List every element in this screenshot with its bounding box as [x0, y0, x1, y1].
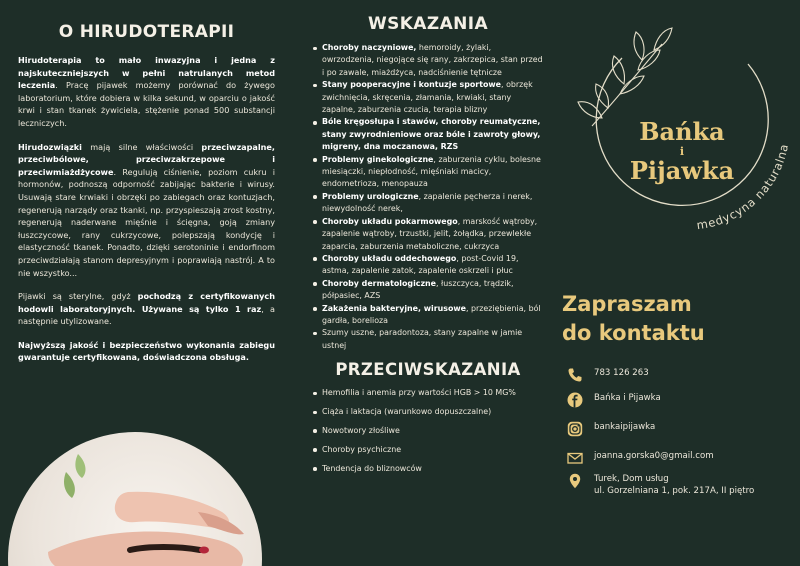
indication-item [312, 303, 544, 328]
indication-item-text: , marskość wątroby, zapalenie wątroby, trzustki, jelit, żołądka, przewlekłe zaparcia, zaburzenia metaboliczne, cukrzyca [322, 216, 538, 251]
indication-item [312, 154, 544, 191]
indication-item [312, 327, 544, 352]
about-paragraph-1 [18, 54, 275, 130]
brand-name [627, 119, 737, 184]
contact-title-line-1: Zapraszam [562, 292, 692, 316]
contraindication-item: Hemofilia i anemia przy wartości HGB > 10 MG% [312, 387, 544, 399]
indications-title: WSKAZANIA [367, 14, 489, 34]
about-p4-bold: Najwyższą jakość i bezpieczeństwo wykonania zabiegu gwarantuje certyfikowana, doświadczona obsługa. [18, 339, 275, 363]
contact-phone[interactable] [566, 366, 649, 384]
indication-item [312, 216, 544, 253]
indication-item-text: , zapalenie pęcherza i nerek, niewydolność nerek, [322, 191, 533, 214]
indication-item-bold: Choroby układu oddechowego [322, 253, 457, 263]
tagline-text: medycyna naturalna [695, 142, 792, 233]
facebook-name: Bańka i Pijawka [594, 393, 661, 403]
contact-title [562, 290, 792, 348]
phone-icon [566, 366, 584, 384]
indication-item [312, 116, 544, 153]
indication-item [312, 42, 544, 79]
indication-item [312, 278, 544, 303]
instagram-icon [566, 420, 584, 438]
instagram-handle: bankaipijawka [594, 422, 656, 432]
contact-facebook[interactable] [566, 391, 661, 409]
leech-on-hand-photo [8, 432, 262, 566]
about-p3-bold: pochodzą z certyfikowanych hodowli laboratoryjnych. Używane są tylko 1 raz [18, 291, 275, 314]
indications-list [312, 42, 544, 352]
brand-logo [562, 14, 794, 246]
middle-panel [300, 0, 550, 566]
brand-line-3: Pijawka [629, 156, 735, 185]
contact-email[interactable] [566, 449, 714, 467]
address-line-2: ul. Gorzelniana 1, pok. 217A, II piętro [594, 485, 755, 496]
left-panel [0, 0, 297, 566]
address-line-1: Turek, Dom usług [594, 474, 669, 484]
contraindication-item: Nowotwory złośliwe [312, 425, 544, 437]
contact-title-line-2: do kontaktu [562, 321, 705, 345]
blood-drop [199, 547, 209, 554]
about-p1-bold: Hirudoterapia to mało inwazyjna i jedna z najskuteczniejszych w pełni natrulanych metod leczenia [18, 55, 275, 91]
indication-item-text: , obrzęk zwichnięcia, skręcenia, złamania, krwiaki, stany zapalne, zaburzenia czucia, terapia blizny [322, 80, 533, 115]
indication-item-text: hemoroidy, żylaki, owrzodzenia, niegojące się rany, zakrzepica, stan przed i po zawale, miażdżyca, nadciśnienie tętnicze [322, 43, 543, 77]
leaf-icon [64, 472, 75, 498]
hand-illustration [8, 432, 262, 566]
brand-line-2: i [679, 145, 685, 158]
address-text [594, 472, 754, 497]
contraindications-title: PRZECIWSKAZANIA [335, 360, 521, 380]
indication-item-text: , łuszczyca, trądzik, półpasiec, AZS [322, 278, 514, 301]
indication-item [312, 79, 544, 116]
contact-address[interactable] [566, 472, 754, 497]
about-paragraph-2 [18, 141, 275, 280]
indication-item-text: , przeziębienia, ból gardła, borelioza [322, 303, 541, 325]
indication-item [312, 191, 544, 216]
brand-line-1: Bańka [639, 117, 725, 146]
contraindication-item: Choroby psychiczne [312, 444, 544, 456]
email-address: joanna.gorska0@gmail.com [594, 451, 714, 461]
location-pin-icon [566, 472, 584, 490]
indication-item-text: , zaburzenia cyklu, bolesne miesiączki, niepłodność, mięśniaki macicy, endometrioza, menopauza [322, 154, 541, 189]
contraindication-item: Tendencja do bliznowców [312, 463, 544, 475]
contact-instagram[interactable] [566, 420, 655, 438]
phone-number: 783 126 263 [594, 368, 649, 378]
indication-item-text: Szumy uszne, paradontoza, stany zapalne w jamie ustnej [322, 328, 523, 350]
about-p2-bold-1: Hirudozwiązki [18, 141, 82, 152]
facebook-icon [566, 391, 584, 409]
indication-item [312, 253, 544, 278]
leech [130, 547, 200, 550]
about-p3-text-2: , a następnie utylizowane. [18, 303, 275, 327]
about-paragraph-4 [18, 339, 275, 364]
indication-item-text: , post-Covid 19, astma, zapalenie zatok, zapalenie oskrzeli i płuc [322, 253, 519, 276]
about-p2-bold-2: przeciwzapalne, przeciwbólowe, przeciwzakrzepowe i przeciwmiażdżycowe [18, 141, 275, 177]
indication-item-bold: Choroby dermatologiczne [322, 278, 437, 288]
about-p2-text-2: . Regulują ciśnienie, poziom cukru i hormonów, podnoszą odporność zabijając bakterie i wirusy. Usuwają stare krwiaki i obrzęki po zabiegach oraz kontuzjach, regenerują narządy oraz tkanki, np. przyspieszają zrost kostny, regenerują naderwane mięśnie i ścięgna, goją zmiany łuszczycowe, rany cukrzycowe, polepszają kondycję i elastyczność tkanek. Ponadto, dzięki serotoninie i endorfinom przeciwdziałają stanom depresyjnym i poprawiają nastrój. A to nie wszystko... [18, 166, 275, 278]
indication-item-bold: Zakażenia bakteryjne, wirusowe [322, 303, 467, 313]
right-panel [550, 0, 800, 566]
indication-item-bold: Stany pooperacyjne i kontuzje sportowe [322, 80, 502, 90]
about-p2-text-1: mają silne właściwości [81, 141, 202, 152]
indication-item-bold: Problemy urologiczne [322, 191, 419, 201]
indication-item-bold: Choroby naczyniowe, [322, 43, 417, 52]
about-p3-text-1: Pijawki są sterylne, gdyż [18, 291, 138, 302]
email-icon [566, 449, 584, 467]
indication-item-bold: Problemy ginekologiczne [322, 154, 434, 164]
contraindications-list [312, 387, 544, 475]
indication-item-bold: Choroby układu pokarmowego [322, 216, 458, 226]
about-paragraph-3 [18, 290, 275, 328]
about-title: O HIRUDOTERAPII [58, 22, 235, 42]
leaf-icon-2 [75, 454, 85, 478]
contraindication-item: Ciąża i laktacja (warunkowo dopuszczalne) [312, 406, 544, 418]
leaf-branch-icon [578, 28, 672, 126]
about-p1-text: . Pracę pijawek możemy porównać do żywego laboratorium, które dobiera w kilka sekund, w oparciu o jakość krwi i stan tkanek żywiciela, stężenie ponad 500 substancji leczniczych. [18, 80, 275, 128]
indication-item-bold: Bóle kręgosłupa i stawów, choroby reumatyczne, stany zwyrodnieniowe oraz bóle i zawroty głowy, migreny, dna moczanowa, RZS [322, 117, 541, 152]
